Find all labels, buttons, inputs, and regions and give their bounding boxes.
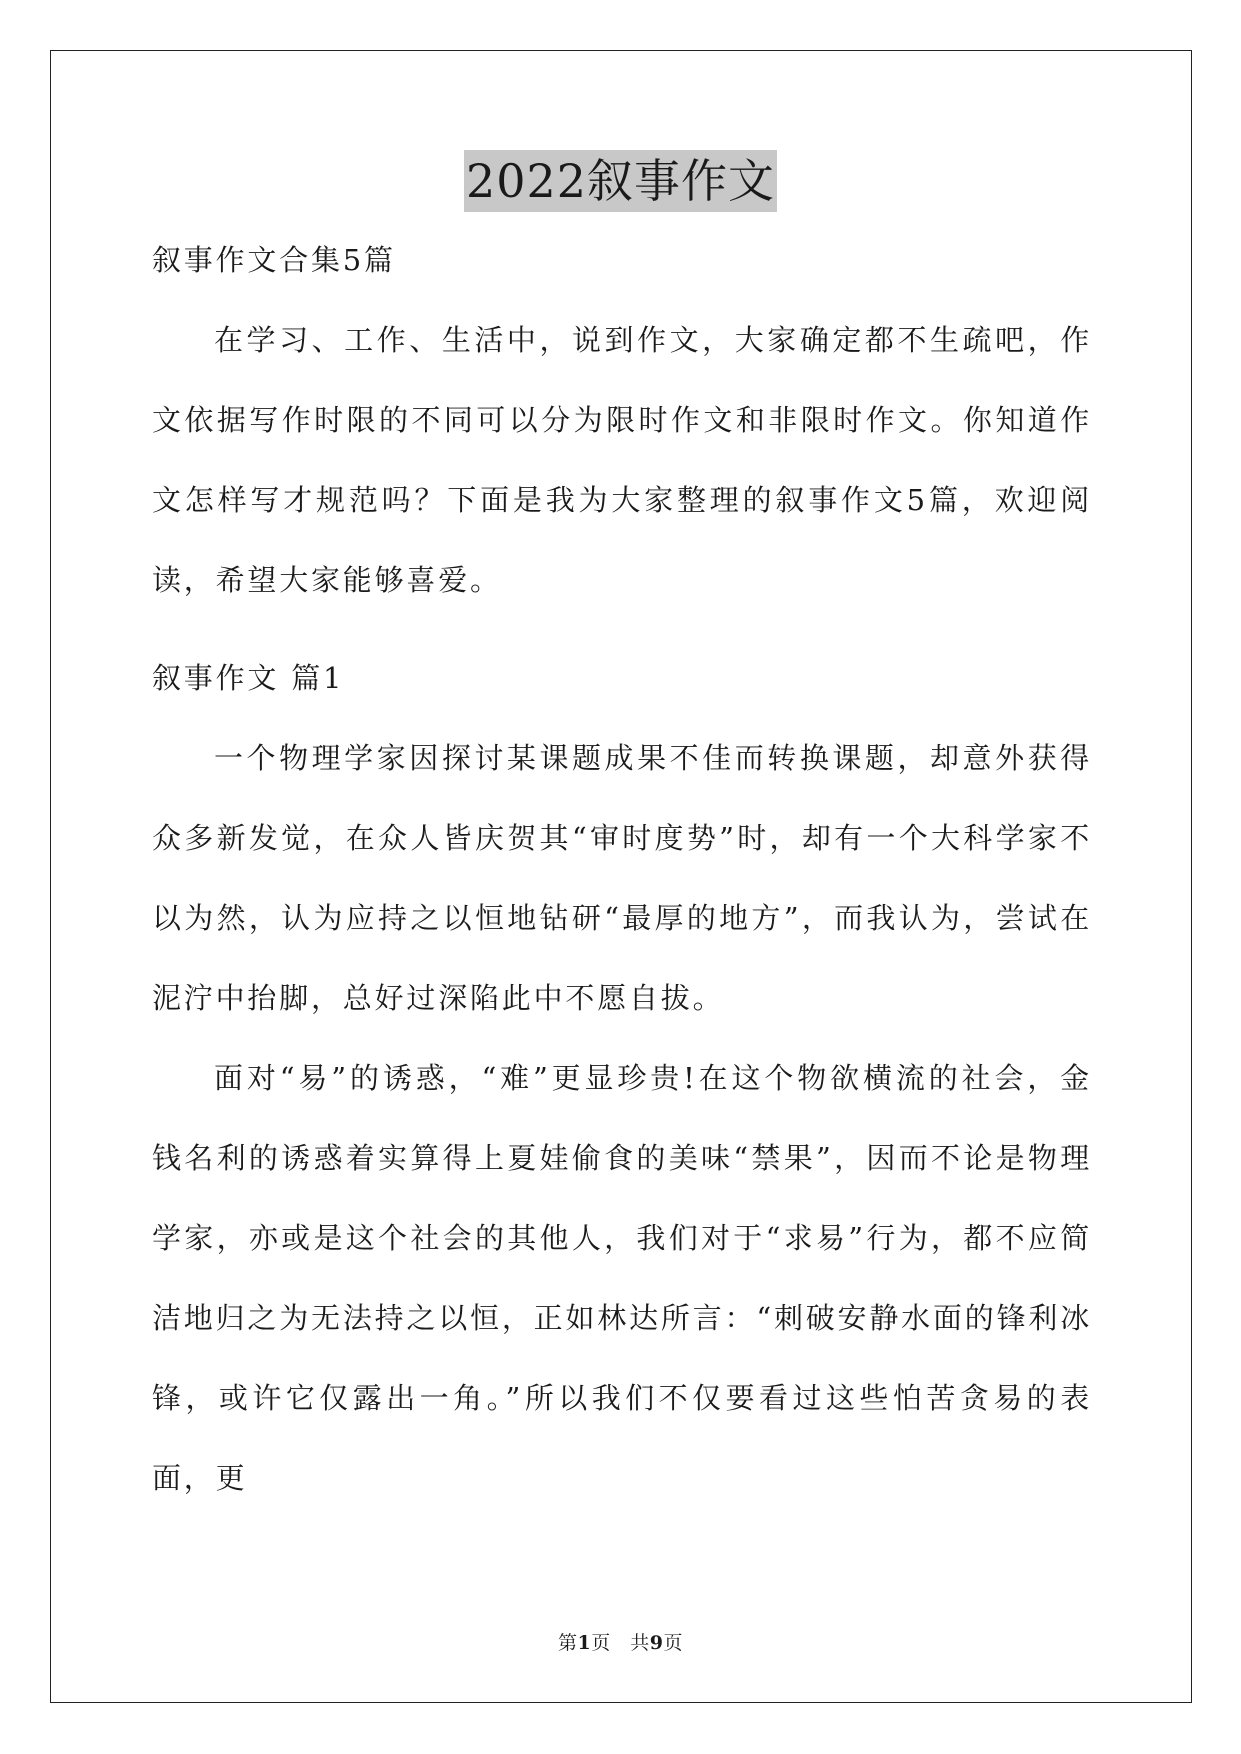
section-paragraph-2: 面对“易”的诱惑，“难”更显珍贵!在这个物欲横流的社会，金钱名利的诱惑着实算得上夏娃偷食的美味“禁果”，因而不论是物理学家，亦或是这个社会的其他人，我们对于“求易”行为，都不应简洁地归之为无法持之以恒，正如林达所言：“刺破安静水面的锋利冰锋，或许它仅露出一角。”所以我们不仅要看过这些怕苦贪易的表面，更 — [152, 1061, 1092, 1495]
document-title: 2022叙事作文 — [464, 150, 777, 212]
current-page-number: 1 — [577, 1632, 592, 1654]
intro-paragraph: 在学习、工作、生活中，说到作文，大家确定都不生疏吧，作文依据写作时限的不同可以分为限时作文和非限时作文。你知道作文怎样写才规范吗？下面是我为大家整理的叙事作文5篇，欢迎阅读，希望大家能够喜爱。 — [152, 323, 1092, 597]
footer-suffix: 页 — [663, 1632, 683, 1654]
intro-heading: 叙事作文合集5篇 — [152, 243, 396, 277]
section-paragraph-1: 一个物理学家因探讨某课题成果不佳而转换课题，却意外获得众多新发觉，在众人皆庆贺其“审时度势”时，却有一个大科学家不以为然，认为应持之以恒地钻研“最厚的地方”，而我认为，尝试在泥泞中抬脚，总好过深陷此中不愿自拔。 — [152, 741, 1092, 1015]
page-footer — [0, 1628, 1241, 1655]
total-page-number: 9 — [649, 1632, 664, 1654]
footer-mid: 页 共 — [591, 1632, 650, 1654]
footer-prefix: 第 — [557, 1632, 578, 1654]
document-body — [152, 242, 1092, 1518]
title-container — [0, 150, 1241, 212]
section-heading: 叙事作文 篇1 — [152, 661, 345, 695]
